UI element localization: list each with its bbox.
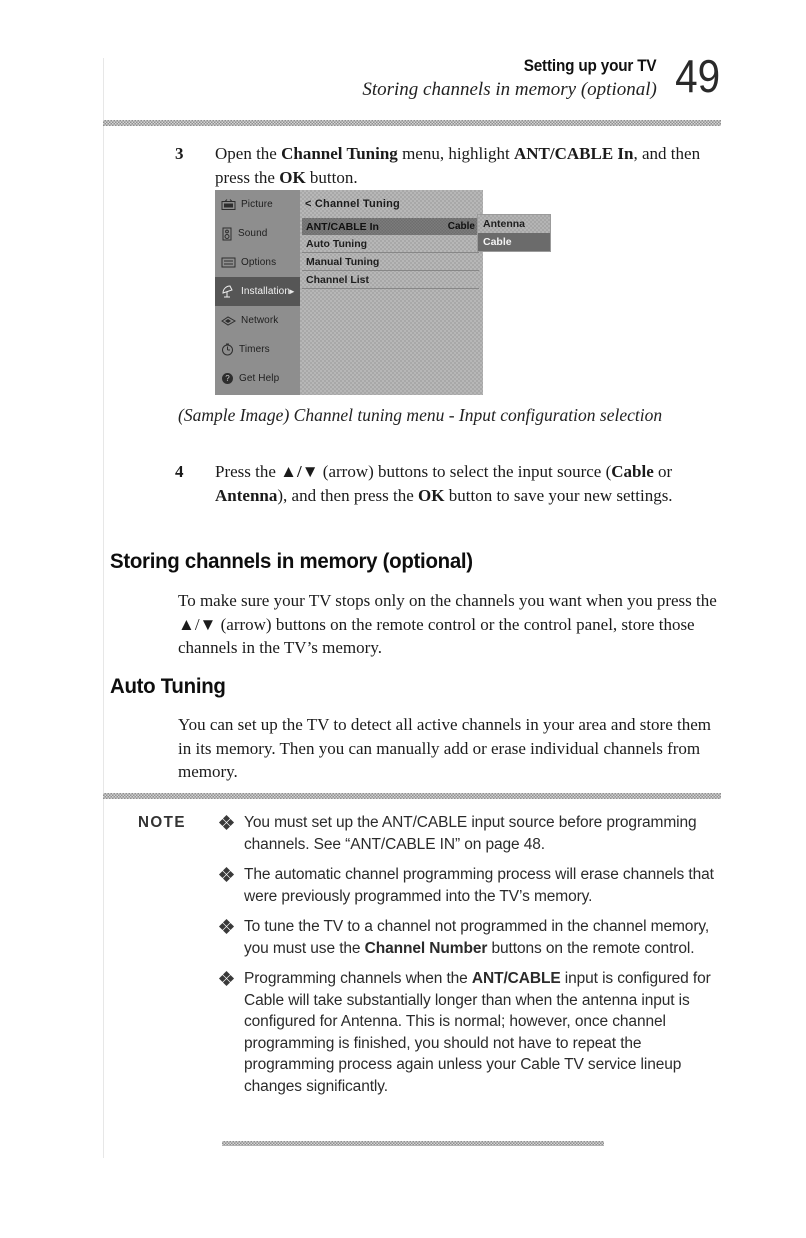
note-item (220, 968, 723, 1097)
diamond-bullet-icon (220, 972, 233, 985)
menu-item-label: Auto Tuning (306, 237, 368, 250)
sidebar-item-label: Picture (241, 199, 273, 210)
note-item-text: To tune the TV to a channel not programmed in the channel memory, you must use the Channel Number buttons on the remote control. (244, 918, 710, 957)
sidebar-item-get-help (215, 364, 300, 393)
note-top-divider (103, 793, 721, 799)
diamond-bullet-icon (220, 920, 233, 933)
timers-icon (221, 343, 234, 356)
get-help-icon (221, 372, 234, 385)
sidebar-item-timers (215, 335, 300, 364)
submenu-option-antenna: Antenna (483, 218, 525, 230)
sidebar-item-label: Timers (239, 344, 270, 355)
step-4-number: 4 (175, 462, 184, 481)
tv-menu-items (302, 218, 479, 289)
step-4-text: Press the ▲/▼ (arrow) buttons to select the input source (Cable or Antenna), and then press the OK button to save your new settings. (215, 462, 673, 505)
menu-item-channel-list (302, 271, 479, 289)
sidebar-item-label: Network (241, 315, 279, 326)
step-3-text: Open the Channel Tuning menu, highlight ANT/CABLE In, and then press the OK button. (215, 144, 701, 187)
menu-item-value: Cable (447, 221, 475, 232)
page-header (110, 50, 720, 102)
section-body: You can set up the TV to detect all active channels in your area and store them in its memory. Then you can manually add or erase individual channels from memory. (178, 715, 711, 781)
sidebar-item-label: Sound (238, 228, 268, 239)
header-subtitle: Storing channels in memory (optional) (362, 79, 657, 100)
step-4 (175, 460, 729, 507)
step-3-number: 3 (175, 144, 184, 163)
note-block (138, 812, 723, 1106)
figure-caption: (Sample Image) Channel tuning menu - Input configuration selection (178, 405, 663, 425)
svg-text:?: ? (225, 374, 230, 384)
menu-item-label: Channel List (306, 273, 370, 286)
network-icon (221, 315, 236, 327)
section-heading-auto-tuning: Auto Tuning (110, 674, 226, 698)
tv-menu-sidebar (215, 190, 300, 395)
sidebar-item-options (215, 248, 300, 277)
note-item-text: You must set up the ANT/CABLE input source before programming channels. See “ANT/CABLE IN” on page 48. (244, 814, 697, 853)
submenu-arrow-icon: ► (287, 287, 296, 296)
menu-item-auto-tuning (302, 235, 479, 253)
tv-menu-title: < Channel Tuning (305, 198, 400, 210)
tv-submenu (478, 215, 550, 251)
menu-item-manual-tuning (302, 253, 479, 271)
header-titles (362, 56, 656, 101)
sound-icon (221, 227, 233, 241)
note-item (220, 812, 723, 855)
sidebar-item-installation (215, 277, 300, 306)
header-section-title: Setting up your TV (524, 56, 657, 75)
menu-item-label: Manual Tuning (306, 255, 380, 268)
sample-image-channel-tuning-menu (215, 190, 525, 395)
page-edge-line (103, 58, 104, 1158)
note-item-text: The automatic channel programming process will erase channels that were previously programmed into the TV’s memory. (244, 866, 714, 905)
options-icon (221, 257, 236, 268)
note-bottom-divider (222, 1141, 604, 1146)
header-divider (103, 120, 721, 126)
installation-icon (221, 285, 236, 298)
diamond-bullet-icon (220, 868, 233, 881)
note-label: NOTE (138, 814, 186, 831)
picture-icon (221, 199, 236, 211)
sidebar-item-label: Installation (241, 286, 291, 297)
section-heading-storing-channels: Storing channels in memory (optional) (110, 549, 473, 573)
sidebar-item-label: Get Help (239, 373, 280, 384)
tv-menu-panel (300, 190, 483, 395)
sidebar-item-network (215, 306, 300, 335)
submenu-option-cable: Cable (478, 233, 550, 251)
step-3 (175, 142, 721, 189)
menu-item-label: ANT/CABLE In (306, 220, 379, 233)
note-items (220, 812, 723, 1106)
diamond-bullet-icon (220, 816, 233, 829)
note-item-text: Programming channels when the ANT/CABLE input is configured for Cable will take substantially longer than when the antenna input is configured for Antenna. This is normal; however, once channel programming is finished, you should not have to repeat the programming process again unless your Cable TV service lineup changes significantly. (244, 970, 711, 1095)
menu-item-ant-cable-in (302, 218, 479, 235)
page-number: 49 (674, 50, 720, 102)
sidebar-item-label: Options (241, 257, 277, 268)
note-item (220, 864, 723, 907)
sidebar-item-sound (215, 219, 300, 248)
section-body: To make sure your TV stops only on the channels you want when you press the ▲/▼ (arrow) buttons on the remote control or the control panel, store those channels in the TV’s memory. (178, 591, 717, 657)
note-item (220, 916, 723, 959)
sidebar-item-picture (215, 190, 300, 219)
